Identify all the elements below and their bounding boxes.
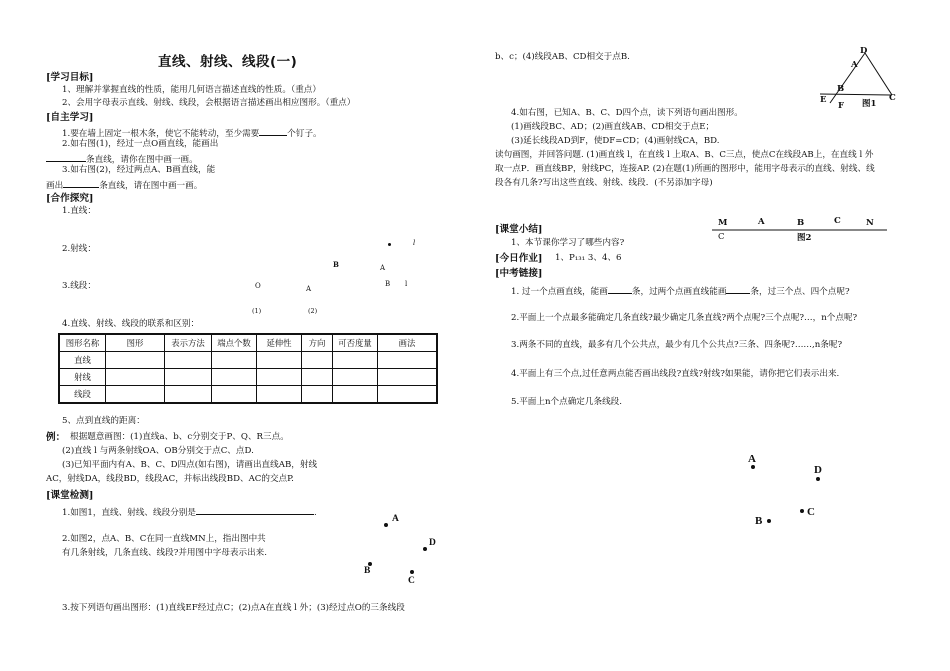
- check-q1-end: .: [313, 508, 317, 518]
- fig2-label-a: A: [758, 217, 765, 227]
- exam-q1-b: 条，过两个点画直线能画: [631, 287, 727, 297]
- right-point-c-label: C: [807, 506, 815, 518]
- self-study-q3: 3.如右图(2)，经过两点A、B画直线，能: [62, 165, 216, 175]
- table-cell[interactable]: [257, 386, 302, 404]
- q4-line-4: 读句画图，并回答问题. (1)画直线 l，在直线 l 上取A、B、C三点，使点C在线段AB上，在直线 l 外: [495, 150, 874, 160]
- fig1-line-de: [830, 53, 865, 103]
- fig1-label-f: F: [838, 101, 845, 111]
- answer-blank[interactable]: [196, 505, 314, 515]
- point-d-label: D: [429, 538, 436, 548]
- section-heading-goals: [学习目标]: [46, 72, 94, 83]
- table-cell[interactable]: [212, 369, 257, 386]
- q4-line-1: 4.如右图，已知A、B、C、D四个点，读下列语句画出图形。: [511, 108, 743, 118]
- table-cell[interactable]: [212, 352, 257, 369]
- fig-label-b: B: [333, 260, 339, 269]
- table-cell[interactable]: [257, 369, 302, 386]
- table-cell[interactable]: [378, 352, 438, 369]
- table-cell[interactable]: [106, 369, 165, 386]
- homework-line: 1、P₁₃₁ 3、4、6: [555, 253, 622, 263]
- exam-q4: 4.平面上有三个点,过任意两点能否画出线段?直线?射线?如果能，请你把它们表示出来.: [511, 369, 840, 379]
- table-row-label: 直线: [59, 352, 106, 369]
- table-cell[interactable]: [212, 386, 257, 404]
- fig-label-a: A: [380, 264, 386, 272]
- self-study-q2: 2.如右图(1)，经过一点O画直线，能画出: [62, 139, 219, 149]
- table-cell[interactable]: [333, 369, 378, 386]
- comparison-table: [58, 333, 438, 404]
- self-study-q2-line2: [46, 152, 198, 166]
- right-point-d-label: D: [814, 464, 822, 476]
- page-title: 直线、射线、线段(一): [158, 54, 298, 70]
- explore-q2: 2.射线：: [62, 244, 96, 254]
- q4-line-2: (1)画线段BC、AD；(2)画直线AB、CD相交于点E；: [511, 122, 715, 132]
- explore-q3: 3.线段：: [62, 281, 96, 291]
- check-q3-cont: b、c；(4)线段AB、CD相交于点B.: [495, 52, 630, 62]
- table-cell[interactable]: [106, 352, 165, 369]
- self-study-q1: [62, 126, 322, 140]
- table-cell[interactable]: [165, 386, 212, 404]
- self-study-q3-tail: 条直线，请在图中画一画。: [99, 181, 203, 191]
- answer-blank[interactable]: [63, 178, 99, 188]
- q4-line-5: 取一点P．画直线BP，射线PC，连接AP. (2)在题(1)所画的图形中，能用字母表示的直线、射线、线: [495, 164, 875, 174]
- fig-caption-2: (2): [308, 307, 318, 315]
- fig1-caption: 图1: [862, 99, 877, 109]
- explore-q5: 5、点到直线的距离：: [62, 416, 145, 426]
- exam-q3: 3.两条不同的直线，最多有几个公共点，最少有几个公共点?三条、四条呢?……,n条呢?: [511, 340, 843, 350]
- q4-line-6: 段各有几条?写出这些直线、射线、线段．(不另添加字母): [495, 178, 713, 188]
- point-d: [423, 547, 427, 551]
- fig-label-a2: A: [306, 285, 312, 293]
- goal-2: 2、会用字母表示直线、射线、线段，会根据语言描述画出相应图形。（重点）: [62, 98, 356, 108]
- fig1-label-c: C: [889, 93, 896, 103]
- exam-q5: 5.平面上n个点确定几条线段.: [511, 397, 622, 407]
- point-a: [384, 523, 388, 527]
- self-study-q2-tail: 条直线，请你在图中画一画。: [86, 155, 198, 165]
- table-cell[interactable]: [378, 386, 438, 404]
- table-header-cell: 方向: [302, 334, 333, 352]
- example-line-4: AC，射线DA，线段BD，线段AC，并标出线段BD、AC的交点P.: [46, 474, 294, 484]
- right-point-d: [816, 477, 820, 481]
- table-cell[interactable]: [302, 386, 333, 404]
- answer-blank[interactable]: [608, 284, 632, 294]
- fig-label-l: l: [413, 239, 416, 247]
- self-study-q1-tail: 个钉子。: [287, 129, 322, 139]
- fig-mark: l: [405, 280, 408, 288]
- fig1-label-a: A: [851, 60, 858, 70]
- check-q2: 2.如图2，点A、B、C在同一直线MN上，指出图中共: [62, 534, 266, 544]
- explore-q1: 1.直线：: [62, 206, 96, 216]
- fig1-line-ec: [820, 94, 892, 95]
- table-cell[interactable]: [165, 369, 212, 386]
- table-header-cell: 可否度量: [333, 334, 378, 352]
- table-row-label: 射线: [59, 369, 106, 386]
- fig-label-o: O: [255, 282, 261, 290]
- right-point-c: [800, 509, 804, 513]
- self-study-q3-line2: [46, 178, 202, 192]
- table-header-cell: 图形: [106, 334, 165, 352]
- table-cell[interactable]: [333, 386, 378, 404]
- table-row: [59, 369, 437, 386]
- check-q3: 3.按下列语句画出图形：(1)直线EF经过点C；(2)点A在直线 l 外；(3)经过点O的三条线段: [62, 603, 405, 613]
- table-cell[interactable]: [333, 352, 378, 369]
- section-heading-summary: [课堂小结]: [495, 224, 543, 235]
- table-row: [59, 352, 437, 369]
- table-header-row: [59, 334, 437, 352]
- right-point-a-label: A: [748, 453, 756, 465]
- table-header-cell: 延伸性: [257, 334, 302, 352]
- answer-blank[interactable]: [46, 152, 86, 162]
- example-heading: 例：: [46, 432, 66, 443]
- table-cell[interactable]: [378, 369, 438, 386]
- self-study-q1-text: 1.要在墙上固定一根木条，使它不能转动，至少需要: [62, 129, 260, 139]
- section-heading-check: [课堂检测]: [46, 490, 94, 501]
- example-line-1: 根据题意画图：(1)直线a、b、c分别交于P、Q、R三点。: [70, 432, 289, 442]
- table-cell[interactable]: [165, 352, 212, 369]
- point-a-label: A: [392, 514, 399, 524]
- table-row: [59, 386, 437, 404]
- fig-label-b2: B: [385, 280, 391, 288]
- right-point-b: [767, 519, 771, 523]
- check-q1-text: 1.如图1，直线、射线、线段分别是: [62, 508, 196, 518]
- table-header-cell: 端点个数: [212, 334, 257, 352]
- exam-q1-c: 条，过三个点、四个点呢?: [750, 287, 850, 297]
- fig2-label-c2: C: [718, 232, 725, 242]
- fig2-label-c: C: [834, 216, 841, 226]
- table-row-label: 线段: [59, 386, 106, 404]
- q4-line-3: (3)延长线段AD到F，使DF=CD；(4)画射线CA，BD.: [511, 136, 720, 146]
- table-cell[interactable]: [302, 369, 333, 386]
- table-header-cell: 表示方法: [165, 334, 212, 352]
- self-study-q3-pre: 画出: [46, 181, 64, 191]
- fig-caption-1: (1): [252, 307, 262, 315]
- point-c: [410, 570, 414, 574]
- check-q2-line2: 有几条射线，几条直线、线段?并用图中字母表示出来.: [62, 548, 267, 558]
- fig1-line-dc: [865, 53, 892, 95]
- section-heading-homework: [今日作业]: [495, 253, 543, 264]
- table-cell[interactable]: [106, 386, 165, 404]
- example-line-2: (2)直线 l 与两条射线OA、OB分别交于点C、点D.: [62, 446, 254, 456]
- point-c-label: C: [408, 576, 415, 586]
- section-heading-self-study: [自主学习]: [46, 112, 94, 123]
- example-line-3: (3)已知平面内有A、B、C、D四点(如右图)，请画出直线AB，射线: [62, 460, 318, 470]
- summary-q1: 1、本节课你学习了哪些内容?: [511, 238, 625, 248]
- exam-q1-a: 1. 过一个点画直线，能画: [511, 287, 608, 297]
- explore-q4: 4.直线、射线、线段的联系和区别：: [62, 319, 200, 329]
- table-cell[interactable]: [302, 352, 333, 369]
- fig1-label-b: B: [837, 84, 845, 94]
- point-b-label: B: [364, 566, 371, 576]
- exam-q2: 2.平面上一个点最多能确定几条直线?最少确定几条直线?两个点呢?三个点呢?…，n个点呢?: [511, 313, 858, 323]
- table-cell[interactable]: [257, 352, 302, 369]
- fig1-label-e: E: [820, 95, 827, 105]
- right-point-a: [751, 465, 755, 469]
- fig2-label-n: N: [866, 218, 874, 228]
- answer-blank[interactable]: [259, 126, 287, 136]
- answer-blank[interactable]: [726, 284, 750, 294]
- table-header-cell: 图形名称: [59, 334, 106, 352]
- section-heading-explore: [合作探究]: [46, 193, 94, 204]
- check-q1: [62, 505, 317, 519]
- exam-q1: [511, 284, 850, 298]
- right-point-b-label: B: [755, 515, 763, 527]
- fig2-label-b: B: [797, 218, 805, 228]
- fig2-label-m: M: [718, 218, 728, 228]
- figure-point: [388, 243, 391, 246]
- table-header-cell: 画法: [378, 334, 438, 352]
- fig2-caption: 图2: [797, 233, 812, 243]
- section-heading-exam: [中考链接]: [495, 268, 543, 279]
- fig1-label-d: D: [860, 46, 868, 56]
- goal-1: 1、理解并掌握直线的性质，能用几何语言描述直线的性质。（重点）: [62, 85, 321, 95]
